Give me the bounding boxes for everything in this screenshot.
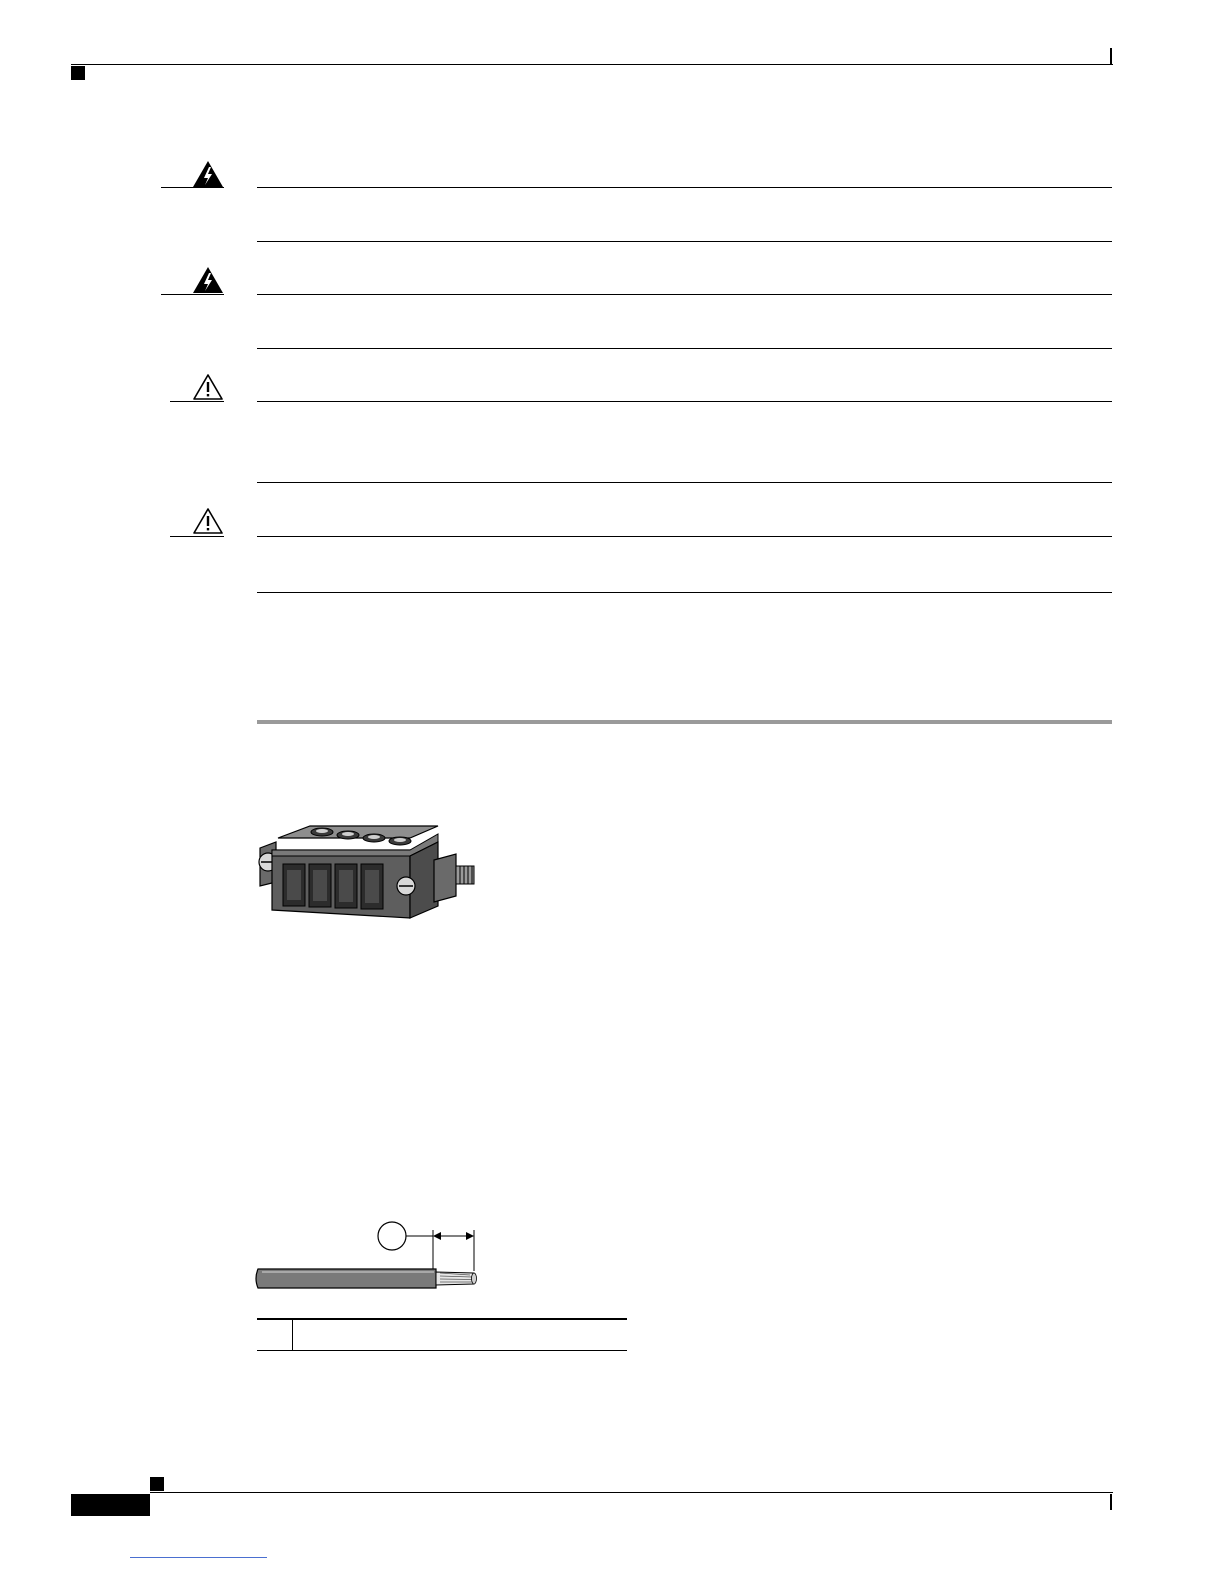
legend-table-bottom-rule	[257, 1350, 627, 1351]
shock-warning-icon	[192, 266, 224, 294]
footer-link[interactable]	[130, 1557, 267, 1558]
icon-underline	[170, 401, 224, 402]
icon-underline	[161, 187, 224, 188]
shock-warning-icon	[192, 160, 224, 188]
notice-bottom-rule	[257, 348, 1112, 349]
section-rule	[257, 720, 1112, 724]
notice-bottom-rule	[257, 241, 1112, 242]
header-rule	[71, 64, 1113, 65]
legend-table-column-divider	[292, 1318, 293, 1350]
legend-table-top-rule	[257, 1318, 627, 1320]
notice-bottom-rule	[257, 592, 1112, 593]
caution-icon	[192, 507, 224, 535]
header-corner-square	[71, 66, 85, 80]
stripped-wire-illustration	[250, 1215, 490, 1295]
notice-bottom-rule	[257, 482, 1112, 483]
caution-icon	[192, 373, 224, 401]
notice-top-rule	[257, 294, 1112, 295]
notice-top-rule	[257, 401, 1112, 402]
footer-rule	[150, 1492, 1113, 1493]
header-right-tick	[1110, 48, 1112, 64]
footer-right-tick	[1110, 1494, 1112, 1510]
terminal-block-connector-illustration	[250, 820, 490, 925]
footer-page-number-tab	[71, 1494, 150, 1516]
icon-underline	[161, 294, 224, 295]
icon-underline	[170, 536, 224, 537]
notice-top-rule	[257, 536, 1112, 537]
footer-small-square	[150, 1477, 164, 1491]
notice-top-rule	[257, 187, 1112, 188]
